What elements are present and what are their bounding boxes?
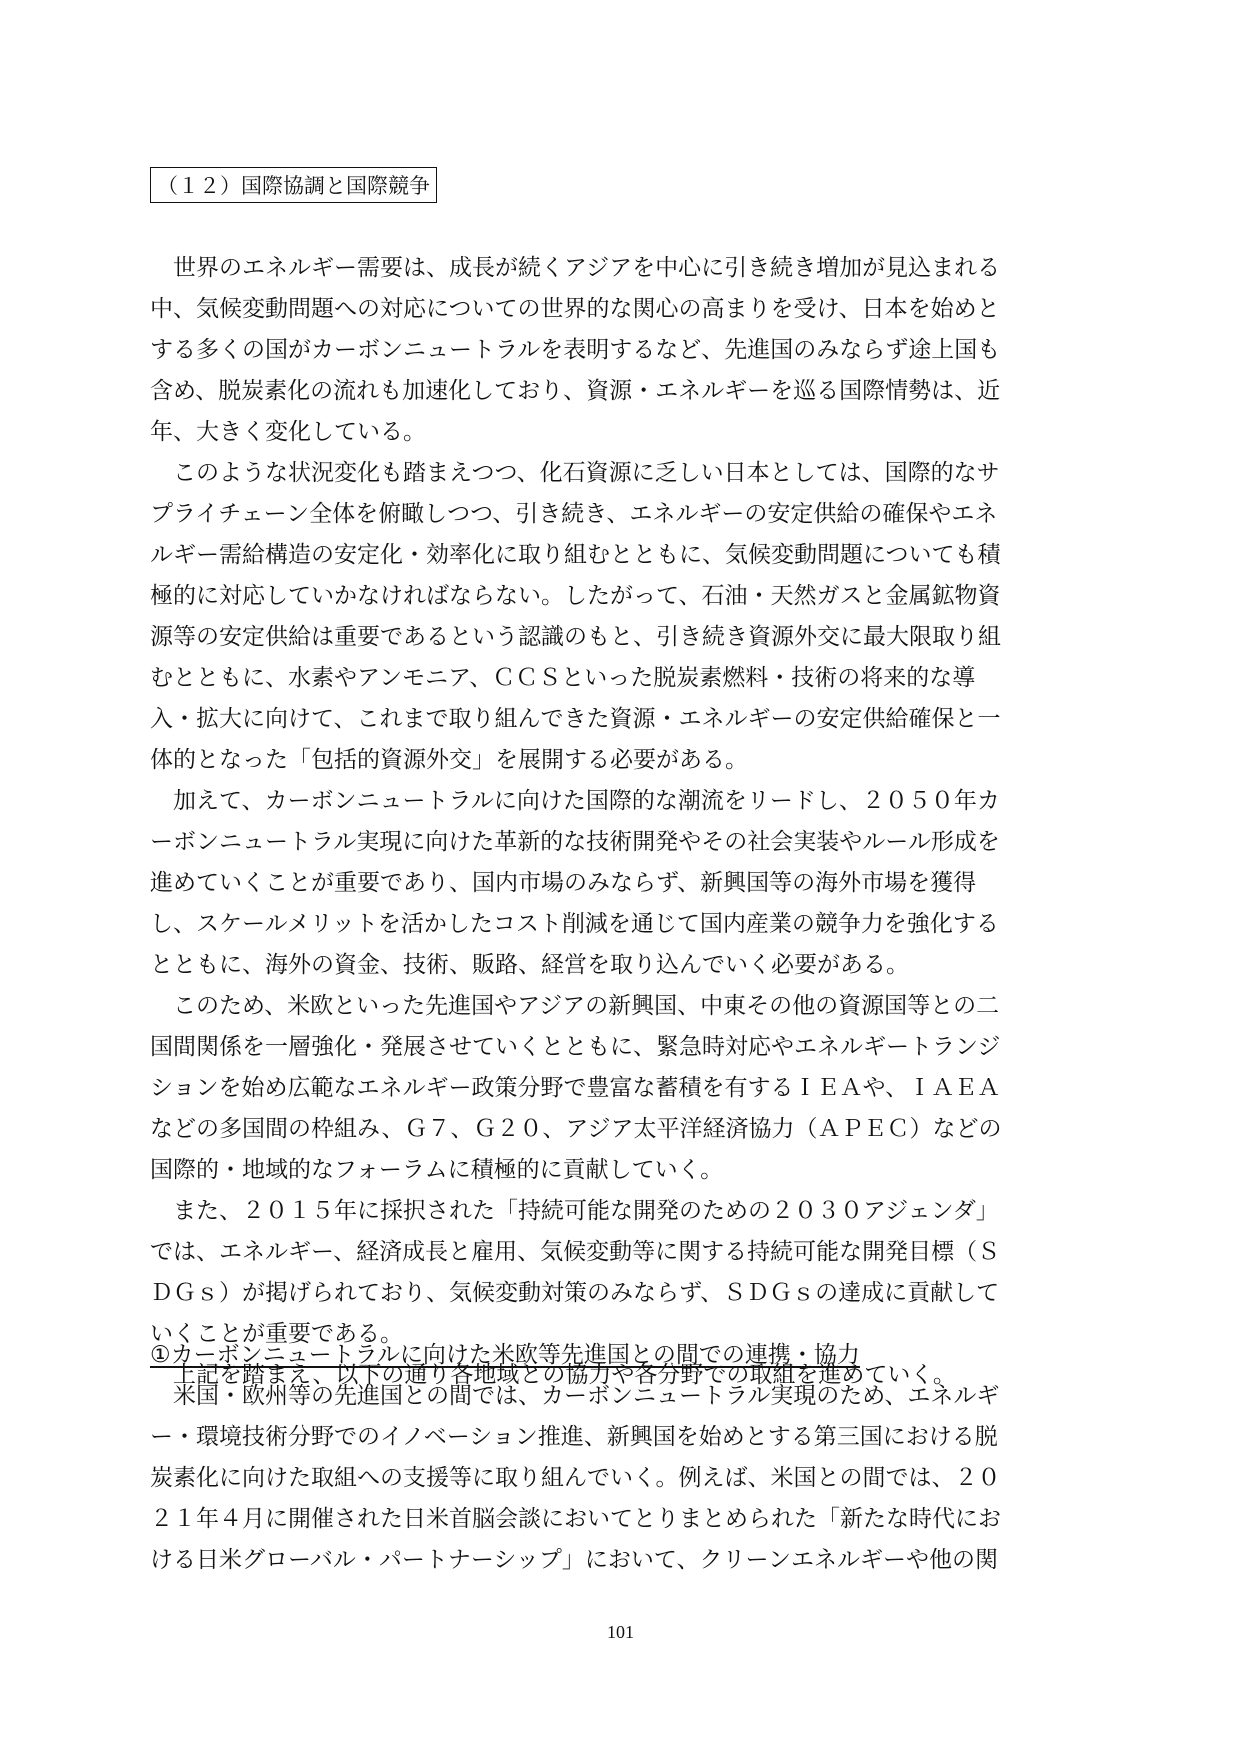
paragraph-line: ルギー需給構造の安定化・効率化に取り組むとともに、気候変動問題についても積 <box>150 542 1001 568</box>
subsection <box>150 1335 1085 1581</box>
paragraph-line: ーボンニュートラル実現に向けた革新的な技術開発やその社会実装やルール形成を <box>150 829 1000 855</box>
subsection-heading: ①カーボンニュートラルに向けた米欧等先進国との間での連携・協力 <box>150 1342 860 1368</box>
paragraph-line: する多くの国がカーボンニュートラルを表明するなど、先進国のみならず途上国も <box>150 337 1001 363</box>
paragraph-line: などの多国間の枠組み、Ｇ７、Ｇ２０、アジア太平洋経済協力（ＡＰＥＣ）などの <box>150 1116 1002 1142</box>
paragraph-line: むとともに、水素やアンモニア、ＣＣＳといった脱炭素燃料・技術の将来的な導 <box>150 665 976 691</box>
paragraph-line: ションを始め広範なエネルギー政策分野で豊富な蓄積を有するＩＥＡや、ＩＡＥＡ <box>150 1075 1001 1101</box>
paragraph-line: 中、気候変動問題への対応についての世界的な関心の高まりを受け、日本を始めと <box>150 296 1000 322</box>
paragraph-line: 炭素化に向けた取組への支援等に取り組んでいく。例えば、米国との間では、２０ <box>150 1465 1001 1491</box>
paragraph-line: 国間関係を一層強化・発展させていくとともに、緊急時対応やエネルギートランジ <box>150 1034 1001 1060</box>
paragraph-line: このような状況変化も踏まえつつ、化石資源に乏しい日本としては、国際的なサ <box>150 460 1000 486</box>
section-title: （１２）国際協調と国際競争 <box>150 167 437 203</box>
paragraph-line: 進めていくことが重要であり、国内市場のみならず、新興国等の海外市場を獲得 <box>150 870 977 896</box>
paragraph-line: 加えて、カーボンニュートラルに向けた国際的な潮流をリードし、２０５０年カ <box>150 788 1000 814</box>
paragraph-line: ー・環境技術分野でのイノベーション推進、新興国を始めとする第三国における脱 <box>150 1424 998 1450</box>
paragraph-line: このため、米欧といった先進国やアジアの新興国、中東その他の資源国等との二 <box>150 993 1000 1019</box>
paragraph-line: 含め、脱炭素化の流れも加速化しており、資源・エネルギーを巡る国際情勢は、近 <box>150 378 1001 404</box>
paragraph-line: プライチェーン全体を俯瞰しつつ、引き続き、エネルギーの安定供給の確保やエネ <box>150 501 998 527</box>
page-number: 101 <box>607 1622 634 1642</box>
paragraph-line: 源等の安定供給は重要であるという認識のもと、引き続き資源外交に最大限取り組 <box>150 624 1001 650</box>
paragraph-line: 入・拡大に向けて、これまで取り組んできた資源・エネルギーの安定供給確保と一 <box>150 706 1001 732</box>
paragraph-line: 極的に対応していかなければならない。したがって、石油・天然ガスと金属鉱物資 <box>150 583 1001 609</box>
paragraph-line: ＤＧｓ）が掲げられており、気候変動対策のみならず、ＳＤＧｓの達成に貢献して <box>150 1280 1000 1306</box>
paragraph-line: いくことが重要である。 <box>150 1321 403 1347</box>
paragraph-line: 体的となった「包括的資源外交」を展開する必要がある。 <box>150 747 748 773</box>
paragraph-line: し、スケールメリットを活かしたコスト削減を通じて国内産業の競争力を強化する <box>150 911 999 937</box>
body-text <box>150 248 1085 1396</box>
paragraph-line: また、２０１５年に採択された「持続可能な開発のための２０３０アジェンダ」 <box>150 1198 999 1224</box>
paragraph-line: とともに、海外の資金、技術、販路、経営を取り込んでいく必要がある。 <box>150 952 909 978</box>
paragraph-line: 世界のエネルギー需要は、成長が続くアジアを中心に引き続き増加が見込まれる <box>150 255 1001 281</box>
paragraph-line: 上記を踏まえ、以下の通り各地域との協力や各分野での取組を進めていく。 <box>150 1362 956 1388</box>
paragraph-line: 米国・欧州等の先進国との間では、カーボンニュートラル実現のため、エネルギ <box>150 1383 1000 1409</box>
paragraph-line: では、エネルギー、経済成長と雇用、気候変動等に関する持続可能な開発目標（Ｓ <box>150 1239 1001 1265</box>
paragraph-line: ２１年４月に開催された日米首脳会談においてとりまとめられた「新たな時代にお <box>150 1506 1001 1532</box>
paragraph-line: ける日米グローバル・パートナーシップ」において、クリーンエネルギーや他の関 <box>150 1547 999 1573</box>
paragraph-line: 年、大きく変化している。 <box>150 419 426 445</box>
paragraph-line: 国際的・地域的なフォーラムに積極的に貢献していく。 <box>150 1157 724 1183</box>
